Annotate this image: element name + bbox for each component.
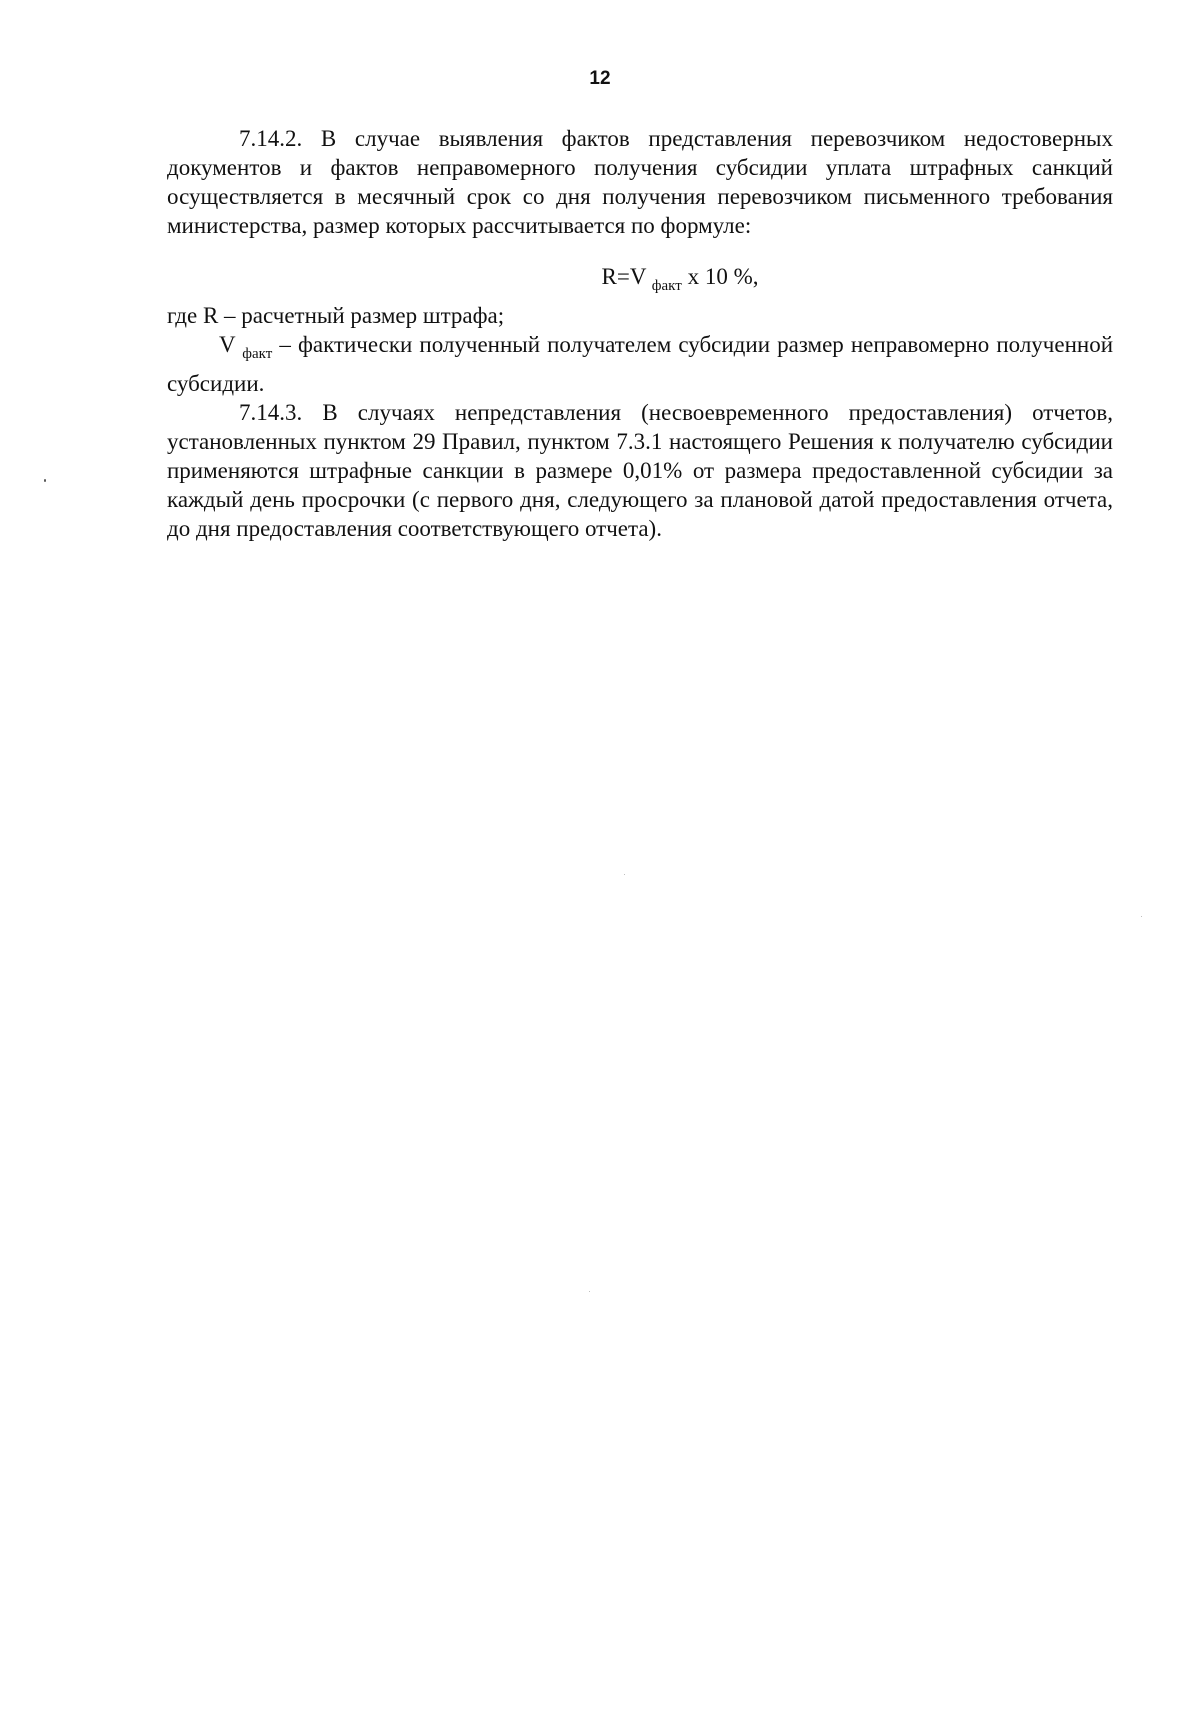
definition-v-text: – фактически полученный получателем субсидии размер неправомерно полученной субсидии. bbox=[167, 332, 1114, 396]
paragraph-7-14-2: 7.14.2. В случае выявления фактов представления перевозчиком недостоверных документов и фактов неправомерного получения субсидии уплата штрафных санкций осуществляется в месячный срок со дня получения перевозчиком письменного требования министерства, размер которых рассчитывается по формуле: bbox=[167, 126, 1113, 238]
definition-r: где R – расчетный размер штрафа; bbox=[167, 303, 505, 328]
definition-v-symbol: V bbox=[219, 332, 236, 357]
scan-speck bbox=[589, 1291, 590, 1292]
scan-speck bbox=[624, 874, 625, 875]
scan-speck bbox=[44, 479, 46, 482]
definition-v bbox=[167, 330, 1113, 398]
page-number: 12 bbox=[589, 68, 611, 89]
formula-lhs: R=V bbox=[601, 264, 647, 289]
scan-speck bbox=[1141, 916, 1142, 917]
document-body bbox=[167, 124, 1113, 543]
formula-rhs: x 10 %, bbox=[687, 264, 759, 289]
definition-v-subscript: факт bbox=[242, 346, 273, 362]
penalty-formula bbox=[167, 262, 1113, 301]
formula-subscript: факт bbox=[651, 278, 682, 294]
paragraph-7-14-3: 7.14.3. В случаях непредставления (несвоевременного предоставления) отчетов, установленных пунктом 29 Правил, пунктом 7.3.1 настоящего Решения к получателю субсидии применяются штрафные санкции в размере 0,01% от размера предоставленной субсидии за каждый день просрочки (с первого дня, следующего за плановой датой предоставления отчета, до дня предоставления соответствующего отчета). bbox=[167, 400, 1113, 541]
